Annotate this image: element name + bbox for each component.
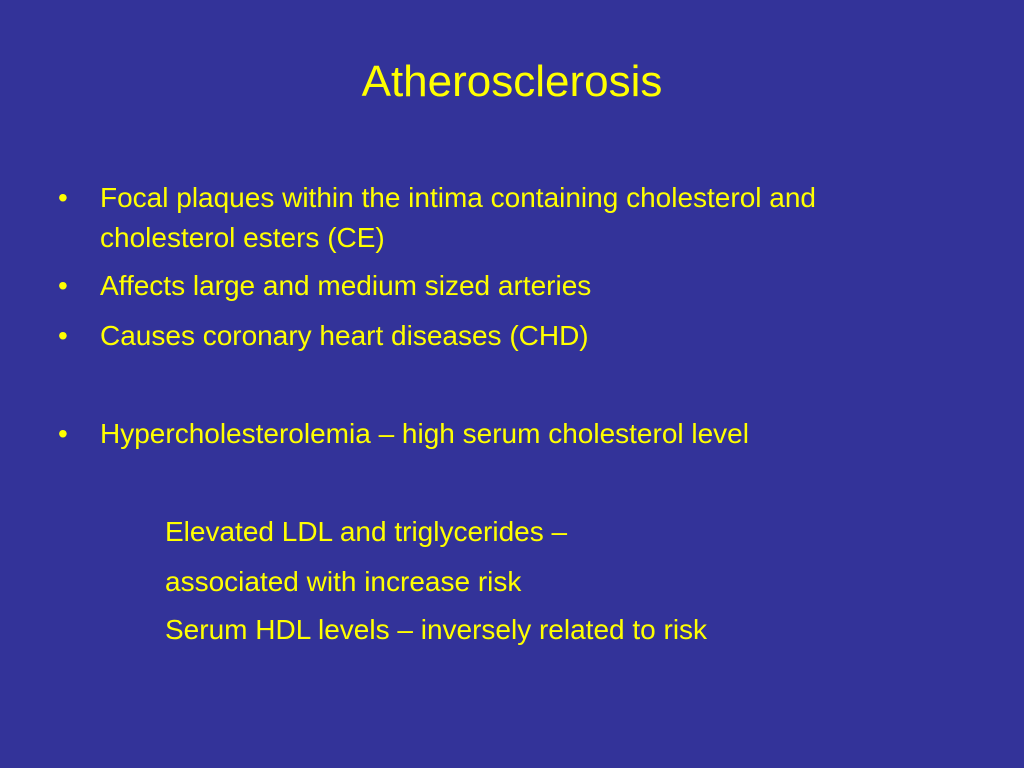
sub-line: associated with increase risk: [165, 566, 522, 597]
sub-line: Serum HDL levels – inversely related to risk: [165, 614, 708, 645]
bullet-dot: •: [58, 320, 68, 351]
bullet-dot: •: [58, 418, 68, 449]
bullet-text: Focal plaques within the intima containing cholesterol and cholesterol esters (CE): [100, 182, 816, 253]
bullet-item: [58, 316, 938, 356]
bullet-item: [58, 266, 938, 306]
bullet-text: Causes coronary heart diseases (CHD): [100, 320, 589, 351]
bullet-item: [58, 178, 938, 258]
bullet-text: Hypercholesterolemia – high serum cholesterol level: [100, 418, 749, 449]
bullet-dot: •: [58, 182, 68, 213]
bullet-dot: •: [58, 270, 68, 301]
bullet-text: Affects large and medium sized arteries: [100, 270, 592, 301]
bullet-item: [58, 414, 938, 454]
sub-line: Elevated LDL and triglycerides –: [165, 516, 568, 547]
slide-title: Atherosclerosis: [361, 57, 663, 106]
